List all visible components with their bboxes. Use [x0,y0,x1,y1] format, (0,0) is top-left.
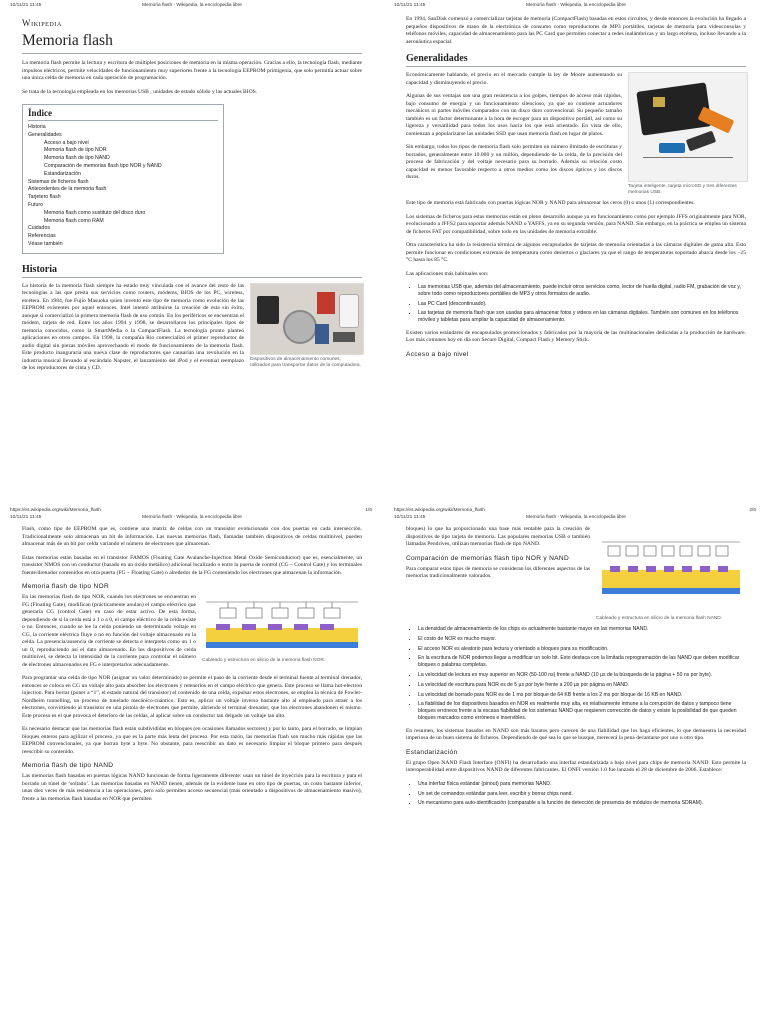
nor-diagram [202,594,362,656]
sandisk-paragraph: En 1994, SanDisk comenzó a comercializar tarjetas de memoria (CompactFlash) basadas en estos circuitos, y desde entonces la evolución ha llegado a pequeños dispositivos de mano de la electrónica de consumo como reproductores de MP3 portátiles, tarjetas de memoria para videoconsolas y teléfonos móviles, capacidad de almacenamiento para las PC Card que permiten conectar a redes inalámbricas y un largo etcétera, incluso llevando a la aeronáutica espacial. [406,16,746,45]
toc-list [28,124,218,249]
nor-paragraph-1: En las memorias flash de tipo NOR, cuando los electrones se encuentran en FG (Floating Gate), modifican (prácticamente anulan) el campo eléctrico que generaría CG (control Gate) en caso de estar activo. De esta forma, dependiendo de si la celda está a 1 o a 0, el campo eléctrico de la celda existe o no. Entonces, cuando se lee la celda poniendo un determinado voltaje en CG, la corriente eléctrica fluye o no en función del voltaje almacenado en la celda. La presencia/ausencia de corriente se detecta e interpreta como un 1 o un 0, reproduciendo así el dato almacenado. En los dispositivos de celda multinivel, se detecta la intensidad de la corriente para controlar el número de electrones almacenados en FG e interpretarlos adecuadamente. [22,594,196,668]
footer-page-number: 2/6 [749,508,756,512]
storage-devices-image [250,283,364,355]
nor-paragraph-3: Es necesario destacar que las memorias flash están subdivididas en bloques (en ocasiones llamados sectores) y por lo tanto, para el borrado, se limpian bloques enteros para agilizar el proceso, ya que es la parte más lenta del proceso. Por esta razón, las memorias flash son mucho más rápidas que las EEPROM convencionales, ya que borran byte a byte. No obstante, para reescribir un dato es necesario limpiar el bloque primero para después reescribir su contenido. [22,726,362,755]
list-item: • Un mecanismo para auto-identificación (comparable a la función de detección de presencia de módulos de memoria SDRAM). [418,800,746,807]
figure-caption: Tarjeta inteligente, tarjeta microSD y tres diferentes memorias USB. [628,184,737,195]
section-heading-estandarizacion: Estandarización [406,748,458,756]
nor-wiring-svg [202,594,362,656]
figure-caption: Cableado y estructura en silicio de la memoria flash NOR. [202,658,326,663]
header-title: Memoria flash - Wikipedia, la enciclopedia libre [526,515,626,520]
toc-item[interactable]: Memoria flash como RAM [44,217,104,224]
pdf-page-1 [0,0,384,512]
standardization-paragraph: El grupo Open NAND Flash Interface (ONFI) ha desarrollado una interfaz estandarizada a bajo nivel para chips de memoria NAND. Esto permite la interoperabilidad entre dispositivos NAND de diferentes fabricantes. El ONFI versión 1.0 fue lanzado el 28 de diciembre de 2006. Establece: [406,759,746,774]
comparison-intro: Para comparar estos tipos de memoria se consideran los diferentes aspectos de las memorias tradicionalmente valorados. [406,565,590,579]
section-heading-comparacion: Comparación de memorias flash tipo NOR y NAND [406,554,570,562]
list-item: • La densidad de almacenamiento de los chips es actualmente bastante mayor en las memorias NAND. [418,626,746,633]
pdf-page-3 [0,512,384,1024]
list-item: • Un set de comandos estándar para leer, escribir y borrar chips nand. [418,791,746,798]
standardization-list [406,781,746,807]
nand-paragraph-1: Las memorias flash basadas en puertas lógicas NAND funcionan de forma ligeramente diferente: usan un túnel de inyección para la escritura y para el borrado un túnel de ‘soltado’. Las memorias basadas en NAND tienen, además de la evidente base en otro tipo de puertas, un costo bastante inferior, unas diez veces de más resistencia a las operaciones, pero solo permiten acceso secuencial (más orientado a dispositivos de almacenamiento masivo), frente a las memorias flash basadas en NOR que permiten [22,773,362,802]
list-item: • Las PC Card (descontinuado). [418,301,746,308]
intro-paragraph-2: Se trata de la tecnología empleada en los memorias USB , unidades de estado sólido y las actuales BIOS. [22,88,258,95]
list-item: • En la escritura de NOR podemos llegar a modificar un solo bit. Esto destaca con la limitada reprogramación de las NAND que deben modificar bloques o palabras completas. [418,655,746,669]
historia-paragraph: La historia de la memoria flash siempre ha estado muy vinculada con el avance del resto de las tecnologías a las que presta sus servicios como routers, módems, BIOS de los PC, wireless, etcétera. En 1984, fue Fujio Masuoka quien inventó este tipo de memoria como evolución de las EEPROM existentes por aquel entonces. Intel intentó atribuirse la creación de esta sin éxito, aunque sí comercializó la primera memoria flash de uso común. En los periféricos se encuentran el módem, tarjeta de red. Entre los años 1994 y 1998, se desarrollaron los principales tipos de memoria conocidos, como la SmartMedia o la CompactFlash. La tecnología pronto planteó aplicaciones en otros campos. En 1998, la compañía Rio comercializó el primer reproductor de audio digital sin piezas móviles aprovechando el modo de funcionamiento de la memoria flash. Este producto inauguraría una nueva clase de reproductores que causarían una revolución en la industria musical llevando al escándalo Napster, el lanzamiento del iPod y el eventual reemplazo de los reproductores de cinta y CD. [22,282,244,372]
generalidades-p2: Algunas de sus ventajas son una gran resistencia a los golpes, tiempos de acceso más rápidos, bajo consumo de energía y un funcionamiento silencioso, ya que no contiene actuadores mecánicos ni partes móviles comparados con un disco duro convencional. Su pequeño tamaño también es un factor determinante a la hora de escoger para un dispositivo portátil, así como su ligereza y versatilidad para todos los usos hacia los que está orientado. En vista de ello, comienzan a popularizarse las unidades SSD que usan memoria flash en lugar de platos. [406,93,622,137]
toc-item[interactable]: Acceso a bajo nivel [44,139,89,146]
header-title: Memoria flash - Wikipedia, la enciclopedia libre [526,3,626,8]
nand-continued-paragraph: bloques) lo que ha proporcionado una base más rentable para la creación de dispositivos de tipo tarjeta de memoria. Las populares memorias USB o también llamadas Pendrives, utilizan memorias flash de tipo NAND. [406,526,590,547]
table-of-contents [22,104,224,254]
nand-wiring-svg [596,526,746,614]
list-item: • Las memorias USB que, además del almacenamiento, puede incluir otros servicios como, lector de huella digital, radio FM, grabación de voz y, sobre todo como reproductores portátiles de MP3 y otros formatos de audio. [418,284,746,298]
page-title: Memoria flash [22,32,362,54]
generalidades-p5: Los sistemas de ficheros para estas memorias están en pleno desarrollo aunque ya en funcionamiento como por ejemplo JFFS originalmente para NOR, evolucionado a JFFS2 para soportar además NAND o YAFFS, ya en su segunda versión, para NAND. Sin embargo, en la práctica se emplea un sistema de ficheros FAT por compatibilidad, sobre todo en las unidades de memoria extraíble. [406,213,746,235]
generalidades-p1: Económicamente hablando, el precio en el mercado cumple la ley de Moore aumentando su capacidad y disminuyendo el precio. [406,72,622,86]
toc-item[interactable]: Cuidados [28,225,50,232]
page-content [406,526,746,813]
page-header [384,515,768,525]
page-header [0,515,384,525]
list-item: • El acceso NOR es aleatorio para lectura y orientado a bloques para su modificación. [418,646,746,653]
figure-caption: Dispositivos de almacenamiento comunes, utilizados para transportar datos de la computadora. [250,356,361,368]
paragraph: Flash, como tipo de EEPROM que es, contiene una matriz de celdas con un transistor evolucionado con dos puertas en cada intersección. Tradicionalmente solo almacenan un bit de información. Las nuevas memorias flash, llamadas también dispositivos de celdas multinivel, pueden almacenar más de un bit por celda variando el número de electrones que almacenan. [22,526,362,547]
list-item: • La fiabilidad de los dispositivos basados en NOR es realmente muy alta, es relativamente inmune a la corrupción de datos y tampoco tiene bloques erróneos frente a la escasa fiabilidad de los sistemas NAND que requieren corrección de datos y existe la posibilidad de que queden bloques marcados como erróneos e inservibles. [418,701,746,721]
list-item: • Las tarjetas de memoria flash que son usadas para almacenar fotos y videos en las cámaras digitales. También son comunes en los teléfonos móviles y tabletas para ampliar la capacidad de almacenamiento. [418,310,746,324]
toc-item[interactable]: Estandarización [44,170,81,177]
generalidades-p3: Sin embargo, todos los tipos de memoria flash solo permiten un número limitado de escrituras y borrados, generalmente entre 10.000 y un millón, dependiendo de la celda, de la precisión del proceso de fabricación y del voltaje necesario para su borrado. Además su relación costo capacidad es menos favorable respecto a otros medios como los discos ópticos y los discos duros. [406,144,622,180]
page-header [384,3,768,13]
footer-page-number: 1/6 [365,508,372,512]
list-item: • Una interfaz física estándar (pinout) para memorias NAND. [418,781,746,788]
page-content [22,526,362,809]
header-title: Memoria flash - Wikipedia, la enciclopedia libre [142,515,242,520]
toc-item[interactable]: Referencias [28,233,56,240]
applications-list [406,284,746,324]
section-heading-nor: Memoria flash de tipo NOR [22,583,110,590]
toc-item[interactable]: Futuro [28,201,43,208]
toc-item[interactable]: Generalidades [28,131,62,138]
wikipedia-logo[interactable]: Wikipedia [22,18,62,28]
memory-cards-image [628,72,748,182]
list-item: • El costo de NOR es mucho mayor. [418,636,746,643]
figure-memory-cards [628,72,746,196]
list-item: • La velocidad de borrado para NOR es de 1 ms por bloque de 64 KB frente a los 2 ms por bloque de 16 KB en NAND. [418,692,746,699]
intro-paragraph: La memoria flash permite la lectura y escritura de múltiples posiciones de memoria en la misma operación. Gracias a ello, la tecnología flash, mediante impulsos eléctricos, permite velocidades de funcionamiento muy superiores frente a la tecnología EEPROM primigenia, que solo permitía actuar sobre una única celda de memoria en cada operación de programación. [22,60,362,81]
footer-url[interactable]: https://es.wikipedia.org/wiki/Memoria_flash [10,508,101,512]
header-datetime: 10/11/21 11:45 [394,3,426,8]
toc-item[interactable]: Memoria flash de tipo NOR [44,147,107,154]
header-title: Memoria flash - Wikipedia, la enciclopedia libre [142,3,242,8]
section-heading-nand: Memoria flash de tipo NAND [22,762,114,769]
figure-nand-diagram [596,526,746,622]
figure-nor-diagram [202,594,362,664]
section-heading-historia: Historia [22,264,362,278]
generalidades-p4: Este tipo de memoria está fabricado con puertas lógicas NOR y NAND para almacenar los ceros (0) o unos (1) correspondientes. [406,200,695,206]
header-datetime: 10/11/21 11:45 [394,515,426,520]
toc-item[interactable]: Memoria flash como sustituto del disco duro [44,209,146,216]
footer-url[interactable]: https://es.wikipedia.org/wiki/Memoria_flash [394,508,485,512]
paragraph: Estas memorias están basadas en el transistor FAMOS (Floating Gate Avalanche-Injection Metal Oxide Semiconductor) que es, esencialmente, un transistor NMOS con un conductor (basado en un óxido metálico) adicional localizado o entre la puerta de control (CG – Control Gate) y los terminales fuente/drenador contenidos en otra puerta (FG – Floating Gate) o alrededor de la FG conteniendo los electrones que almacenan la información. [22,554,362,576]
header-datetime: 10/11/21 11:45 [10,3,42,8]
page-content [406,16,746,362]
toc-item[interactable]: Tarjetero flash [28,194,61,201]
toc-item[interactable]: Véase también [28,240,63,247]
comparison-list [406,626,746,722]
toc-item[interactable]: Sistemas de ficheros flash [28,178,89,185]
figure-storage-devices [250,283,362,369]
toc-item[interactable]: Comparación de memorias flash tipo NOR y NAND [44,162,162,169]
section-heading-acceso: Acceso a bajo nivel [406,350,469,358]
toc-item[interactable]: Antecedentes de la memoria flash [28,186,107,193]
comparison-summary: En resumen, los sistemas basados en NAND son más baratos pero carecen de una fiabilidad que los haga eficientes, lo que demuestra la necesidad imperiosa de un buen sistema de ficheros. Dependiendo de qué sea lo que se busque, merecerá la pena decantarse por uno u otro tipo. [406,727,746,742]
nor-paragraph-2: Para programar una celda de tipo NOR (asignar un valor determinado) se permite el paso de la corriente desde el terminal fuente al terminal drenador, entonces se coloca en CG un voltaje alto para absorber los electrones y retenerlos en el campo eléctrico que genera. Este proceso se llama hot-electron injection. Para borrar (poner a “1”, el estado natural del transistor) el contenido de una celda, expulsar estos electrones, se emplea la técnica de Fowler-Nordheim tunnelling, un proceso de tunelado mecánico-cuántico. Esto es, aplicar un voltaje inverso bastante alto al empleado para atraer a los electrones, convirtiendo al transistor en una pistola de electrones que permite, abriendo el terminal drenador, que los electrones abandonen el mismo. Este proceso es el que provoca el deterioro de las celdas, al aplicar sobre un conductor tan delgado un voltaje tan alto. [22,675,362,719]
toc-item[interactable]: Historia [28,124,46,130]
page-content [22,14,362,379]
generalidades-p7: Las aplicaciones más habituales son: [406,270,489,277]
generalidades-p8: Existen varios estándares de encapsulados promocionados y fabricados por la mayoría de las multinacionales dedicadas a la producción de hardware. Los más comunes hoy en día son Secure Digital, Compact Flash y Memory Stick. [406,329,746,344]
generalidades-p6: Otra característica ha sido la resistencia térmica de algunos encapsulados de tarjetas de memoria orientadas a las cámaras digitales de gama alta. Esto permite funcionar en condiciones extremas de temperatura como desiertos o glaciares ya que el rango de temperaturas soportado abarca desde los −25 °C hasta los 85 °C. [406,242,746,263]
nand-diagram [596,526,746,614]
list-item: • La velocidad de lectura es muy superior en NOR (50-100 ns) frente a NAND (10 µs de la búsqueda de la página + 50 ns por byte). [418,672,746,679]
figure-caption: Cableado y estructura en silicio de la memoria flash NAND. [596,616,723,621]
pdf-page-2 [384,0,768,512]
list-item: • La velocidad de escritura para NOR es de 5 µs por byte frente a 200 µs por página en NAND. [418,682,746,689]
page-header [0,3,384,13]
section-heading-generalidades: Generalidades [406,53,746,67]
toc-item[interactable]: Memoria flash de tipo NAND [44,155,110,162]
header-datetime: 10/11/21 11:45 [10,515,42,520]
toc-title: Índice [28,108,218,121]
pdf-page-4 [384,512,768,1024]
